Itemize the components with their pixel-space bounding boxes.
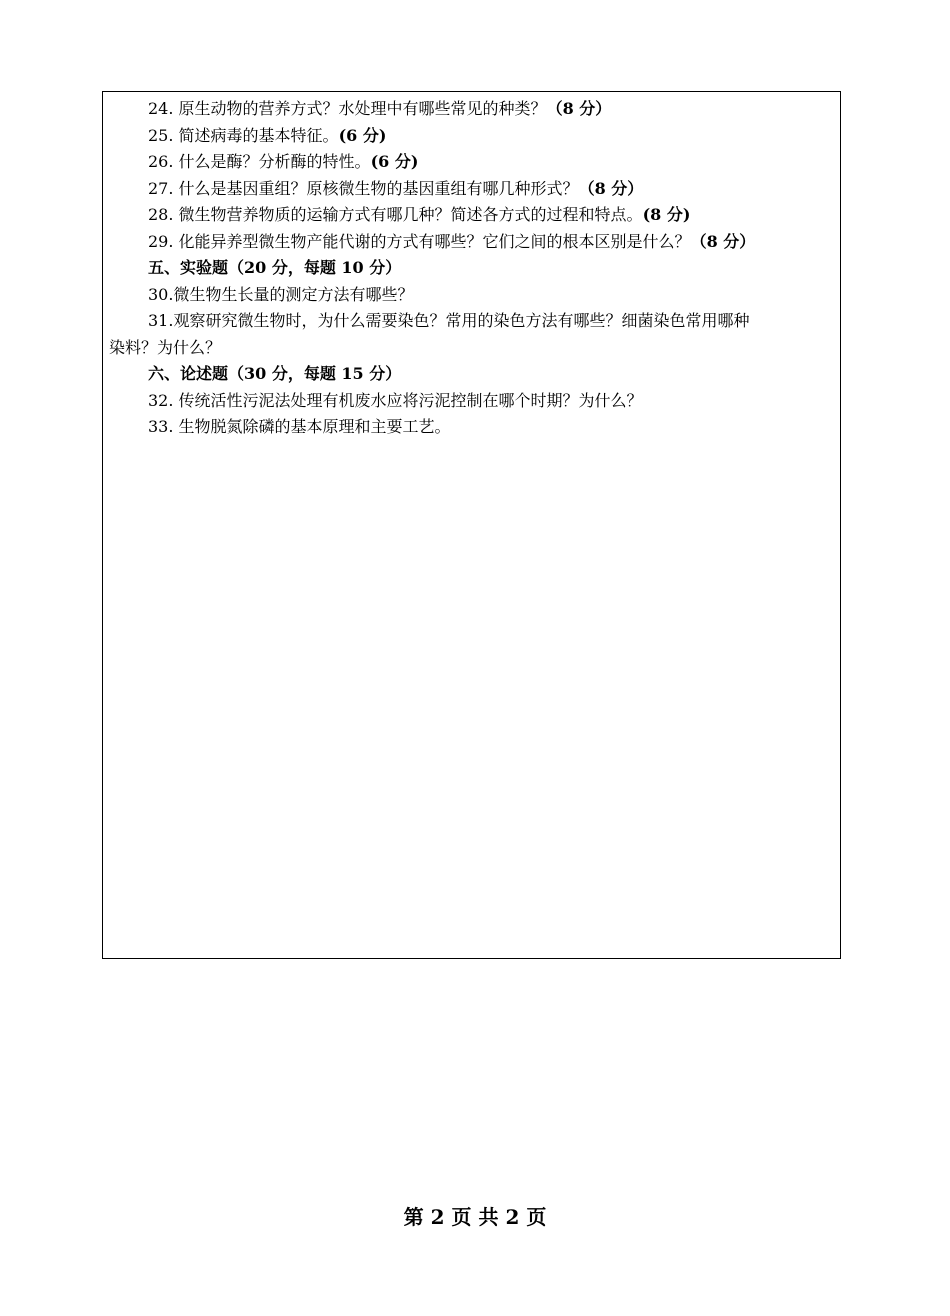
question-text: 传统活性污泥法处理有机废水应将污泥控制在哪个时期？为什么？ (178, 390, 643, 410)
question-score: (6 分) (338, 125, 387, 145)
question-31-line1: 31.观察研究微生物时，为什么需要染色？常用的染色方法有哪些？细菌染色常用哪种 (148, 311, 750, 330)
page-footer: 第 2 页 共 2 页 (403, 1205, 547, 1229)
question-text: 微生物营养物质的运输方式有哪几种？简述各方式的过程和特点。 (178, 205, 643, 224)
question-score: （8 分） (546, 99, 612, 118)
question-text: 化能异养型微生物产能代谢的方式有哪些？它们之间的根本区别是什么？ (178, 231, 691, 251)
question-number: 28. (148, 205, 174, 224)
question-30: 30.微生物生长量的测定方法有哪些？ (148, 284, 414, 304)
question-26 (103, 149, 840, 176)
question-text: 简述病毒的基本特征。 (178, 125, 339, 145)
question-text: 生物脱氮除磷的基本原理和主要工艺。 (178, 417, 451, 436)
question-25 (103, 123, 840, 150)
question-24 (103, 96, 840, 123)
question-33 (103, 414, 840, 441)
question-text: 原生动物的营养方式？水处理中有哪些常见的种类？ (178, 99, 547, 118)
question-29 (103, 229, 840, 256)
question-score: (6 分) (370, 152, 419, 171)
question-number: 29. (148, 231, 174, 251)
question-32 (103, 388, 840, 415)
exam-question-box (102, 91, 841, 959)
question-text: 什么是酶？分析酶的特性。 (178, 152, 371, 171)
question-number: 26. (148, 152, 174, 171)
question-number: 33. (148, 417, 174, 436)
question-number: 25. (148, 125, 174, 145)
question-score: （8 分） (578, 178, 644, 198)
question-text: 什么是基因重组？原核微生物的基因重组有哪几种形式？ (178, 178, 579, 198)
question-content (103, 96, 840, 441)
question-number: 24. (148, 99, 174, 118)
question-31-line2: 染料？为什么？ (109, 337, 222, 357)
question-28 (103, 202, 840, 229)
question-27 (103, 176, 840, 203)
section-five-heading: 五、实验题（20 分，每题 10 分） (148, 258, 402, 277)
question-number: 27. (148, 178, 174, 198)
question-number: 32. (148, 390, 174, 410)
question-score: （8 分） (690, 231, 756, 251)
section-six-heading: 六、论述题（30 分，每题 15 分） (148, 364, 402, 383)
question-score: (8 分) (642, 205, 691, 224)
